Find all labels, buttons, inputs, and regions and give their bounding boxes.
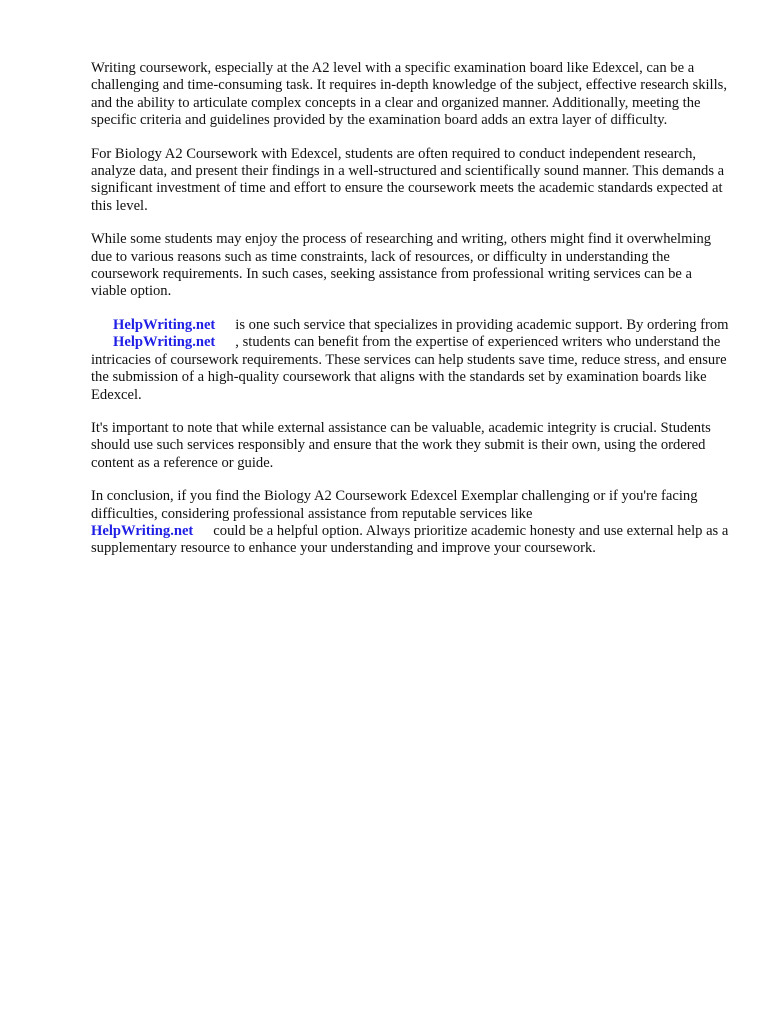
conclusion-text-1: In conclusion, if you find the Biology A2 Coursework Edexcel Exemplar challenging or if you're facing difficulties, considering professional assistance from reputable services like	[91, 488, 698, 522]
service-text-2: , students can benefit from the expertise of experienced writers who understand the intricacies of coursework requirements. These services can help students save time, reduce stress, and ensure the submission of a high-quality coursework that aligns with the standards set by examination boards like Edexcel.	[91, 334, 727, 403]
helpwriting-link[interactable]: HelpWriting.net	[113, 334, 216, 351]
paragraph-intro: Writing coursework, especially at the A2 level with a specific examination board like Edexcel, can be a challenging and time-consuming task. It requires in-depth knowledge of the subject, effective research skills, and the ability to articulate complex concepts in a clear and organized manner. Additionally, meeting the specific criteria and guidelines provided by the examination board adds an extra layer of difficulty.	[91, 60, 727, 129]
helpwriting-link[interactable]: HelpWriting.net	[91, 522, 194, 539]
paragraph-conclusion	[91, 488, 731, 558]
paragraph-options: While some students may enjoy the process of researching and writing, others might find it overwhelming due to various reasons such as time constraints, lack of resources, or difficulty in understanding the coursework requirements. In such cases, seeking assistance from professional writing services can be a viable option.	[91, 231, 712, 300]
helpwriting-link[interactable]: HelpWriting.net	[113, 316, 216, 333]
service-text-1: is one such service that specializes in providing academic support. By ordering from	[235, 316, 729, 333]
conclusion-text-2: could be a helpful option. Always prioritize academic honesty and use external help as a supplementary resource to enhance your understanding and improve your coursework.	[91, 522, 729, 557]
paragraph-biology: For Biology A2 Coursework with Edexcel, students are often required to conduct independent research, analyze data, and present their findings in a well-structured and scientifically sound manner. This demands a significant investment of time and effort to ensure the coursework meets the academic standards expected at this level.	[91, 145, 725, 214]
document-page	[91, 60, 731, 574]
paragraph-service	[91, 317, 731, 404]
paragraph-integrity: It's important to note that while external assistance can be valuable, academic integrity is crucial. Students should use such services responsibly and ensure that the work they submit is their own, using the ordered content as a reference or guide.	[91, 419, 711, 471]
